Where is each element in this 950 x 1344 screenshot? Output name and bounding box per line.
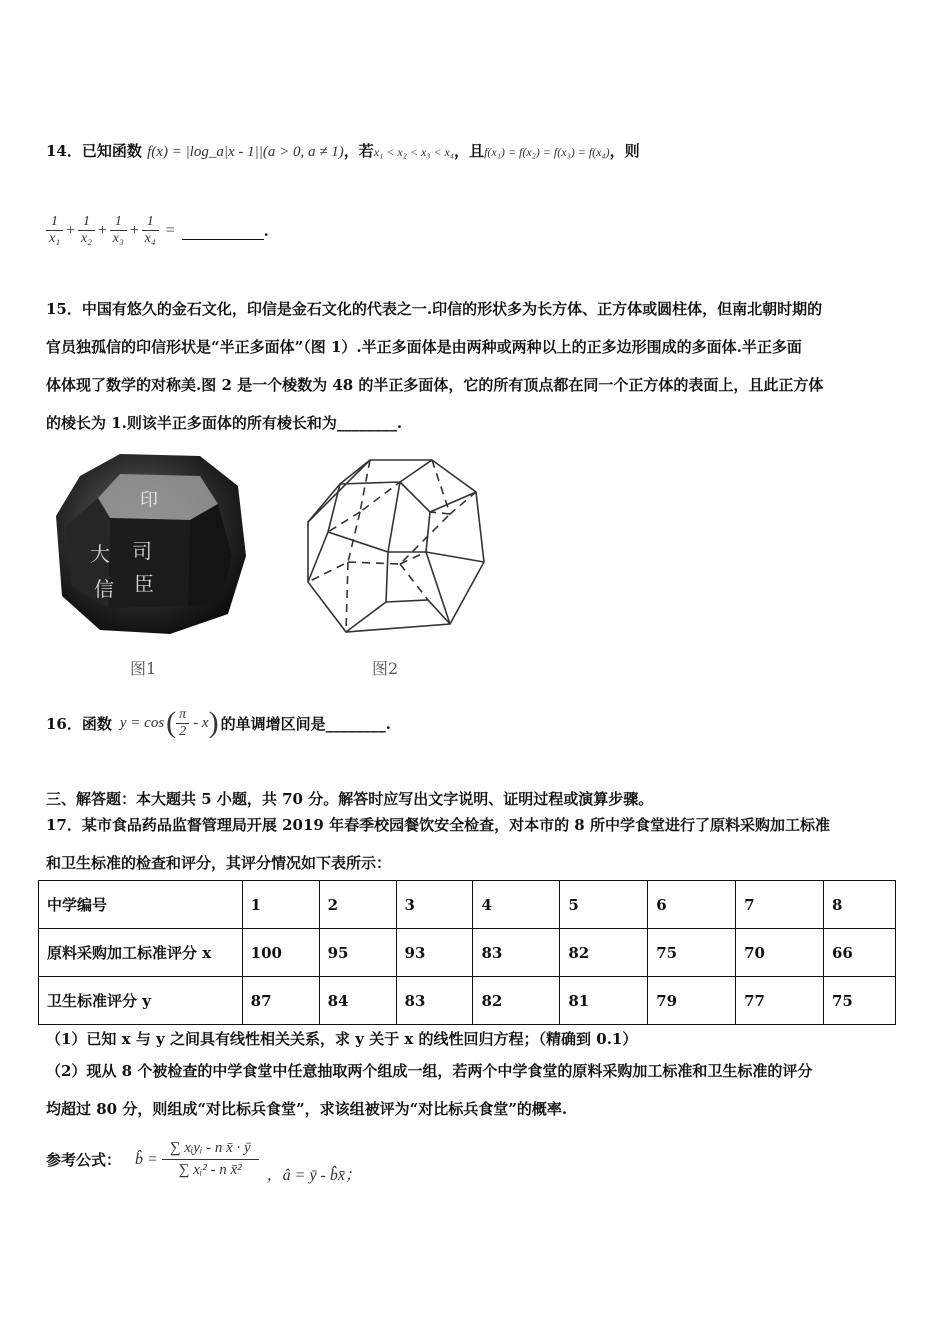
table-header-cell: 8: [824, 881, 896, 929]
table-row: [39, 929, 896, 977]
table-cell: 79: [648, 977, 736, 1025]
q16-func-prefix: y = cos: [119, 714, 165, 731]
table-cell: 66: [824, 929, 896, 977]
q14-and-word: ，且: [454, 142, 485, 160]
q17-part1: （1）已知 x 与 y 之间具有线性相关关系，求 y 关于 x 的线性回归方程；（精确到 0.1）: [46, 1030, 638, 1048]
table-cell: 84: [319, 977, 396, 1025]
figure-2-polyhedron: [300, 452, 490, 637]
q15-line1: 15．中国有悠久的金石文化，印信是金石文化的代表之一.印信的形状多为长方体、正方体或圆柱体，但南北朝时期的: [46, 300, 823, 318]
formula-b-fraction: $\frac{\text{∑ xᵢyᵢ - n x̄ · ȳ}}{\text{∑ xᵢ² - n x̄²}}$: [162, 1138, 259, 1181]
q17-part2-line1: （2）现从 8 个被检查的中学食堂中任意抽取两个组成一组，若两个中学食堂的原料采购加工标准和卫生标准的评分: [46, 1062, 813, 1080]
formula-b-lhs: b̂ =: [135, 1150, 158, 1168]
q14-function: f(x) = |log_a|x - 1||(a > 0, a ≠ 1): [147, 144, 344, 160]
table-cell: 82: [473, 977, 560, 1025]
table-cell: 83: [473, 929, 560, 977]
figure-1-caption: 图1: [130, 659, 157, 678]
figure-1-seal-image: [50, 446, 250, 636]
table-cell: 77: [736, 977, 824, 1025]
table-cell: 70: [736, 929, 824, 977]
table-cell: 83: [396, 977, 473, 1025]
q16-intro: 函数: [81, 714, 112, 733]
table-header-cell: 1: [242, 881, 319, 929]
q14-frac-4: $\frac{1}{\text{x₄}}$: [142, 214, 159, 247]
q14-then-word: ，则: [609, 142, 640, 160]
table-cell: 75: [648, 929, 736, 977]
table-header-cell: 4: [473, 881, 560, 929]
q14-frac-2: $\frac{1}{\text{x₂}}$: [78, 214, 95, 247]
q16-fraction: $\frac{\pi}{2}$: [176, 707, 189, 740]
q15-line4: 的棱长为 1.则该半正多面体的所有棱长和为________.: [46, 414, 403, 432]
seal-char-2: 司: [132, 539, 152, 563]
q14-end: .: [263, 221, 269, 240]
q14-equality: f(x₁) = f(x₂) = f(x₃) = f(x₄): [484, 145, 610, 159]
q14-frac-1: $\frac{1}{\text{x₁}}$: [46, 214, 63, 247]
formula-label: 参考公式：: [46, 1151, 122, 1169]
q14-equals: =: [164, 221, 176, 239]
table-cell: 75: [824, 977, 896, 1025]
table-cell: 100: [242, 929, 319, 977]
q14-cond-word: ，若: [343, 142, 374, 160]
scores-table: [38, 880, 896, 1025]
table-cell: 81: [560, 977, 648, 1025]
q14-answer-blank: [182, 221, 264, 240]
q14-frac-3: $\frac{1}{\text{x₃}}$: [110, 214, 127, 247]
q17-part2-line2: 均超过 80 分，则组成“对比标兵食堂”，求该组被评为“对比标兵食堂”的概率.: [46, 1100, 568, 1118]
table-row: [39, 881, 896, 929]
table-row: [39, 977, 896, 1025]
table-header-cell: 7: [736, 881, 824, 929]
q16-number: 16．: [46, 714, 82, 733]
seal-char-1: 大: [90, 542, 110, 566]
q17-line1: 17．某市食品药品监督管理局开展 2019 年春季校园餐饮安全检查，对本市的 8 所中学食堂进行了原料采购加工标准: [46, 816, 830, 834]
q15-line3: 体体现了数学的对称美.图 2 是一个棱数为 48 的半正多面体，它的所有顶点都在同一个正方体的表面上，且此正方体: [46, 376, 824, 394]
section-3-header: 三、解答题：本大题共 5 小题，共 70 分。解答时应写出文字说明、证明过程或演算步骤。: [46, 790, 654, 808]
table-header-cell: 中学编号: [39, 881, 243, 929]
table-header-cell: 5: [560, 881, 648, 929]
table-header-cell: 3: [396, 881, 473, 929]
q14-line1: [46, 140, 640, 161]
q14-sum-expression: $\frac{1}{\text{x₁}}$ + $\frac{1}{\text{x₂}}$ + $\frac{1}{\text{x₃}}$ + $\frac{1}{\text{x₄}}$ = .: [46, 214, 269, 247]
q17-line2: 和卫生标准的检查和评分，其评分情况如下表所示：: [46, 854, 392, 872]
table-cell: 卫生标准评分 y: [39, 977, 243, 1025]
q15-line2: 官员独孤信的印信形状是“半正多面体”（图 1）.半正多面体是由两种或两种以上的正多边形围成的多面体.半正多面: [46, 338, 802, 356]
q16-tail: 的单调增区间是________.: [220, 714, 391, 733]
q14-intro: 已知函数: [81, 142, 142, 160]
q14-inequality: x₁ < x₂ < x₃ < x₄: [373, 145, 455, 159]
seal-char-5: 印: [140, 490, 158, 511]
formula-a: ，â = ȳ - b̂x̄；: [266, 1167, 361, 1184]
table-cell: 82: [560, 929, 648, 977]
q16-line: 16． 函数 y = cos ( $\frac{\pi}{2}$ - x ) 的单调增区间是________.: [46, 706, 391, 739]
seal-char-4: 臣: [134, 572, 154, 596]
table-cell: 93: [396, 929, 473, 977]
table-header-cell: 2: [319, 881, 396, 929]
table-cell: 原料采购加工标准评分 x: [39, 929, 243, 977]
table-cell: 87: [242, 977, 319, 1025]
table-cell: 95: [319, 929, 396, 977]
table-header-cell: 6: [648, 881, 736, 929]
q14-number: 14．: [46, 142, 82, 160]
figure-2-caption: 图2: [372, 659, 399, 678]
reference-formula: [46, 1134, 361, 1185]
q16-func-suffix: - x: [193, 714, 209, 731]
seal-char-3: 信: [94, 577, 114, 601]
